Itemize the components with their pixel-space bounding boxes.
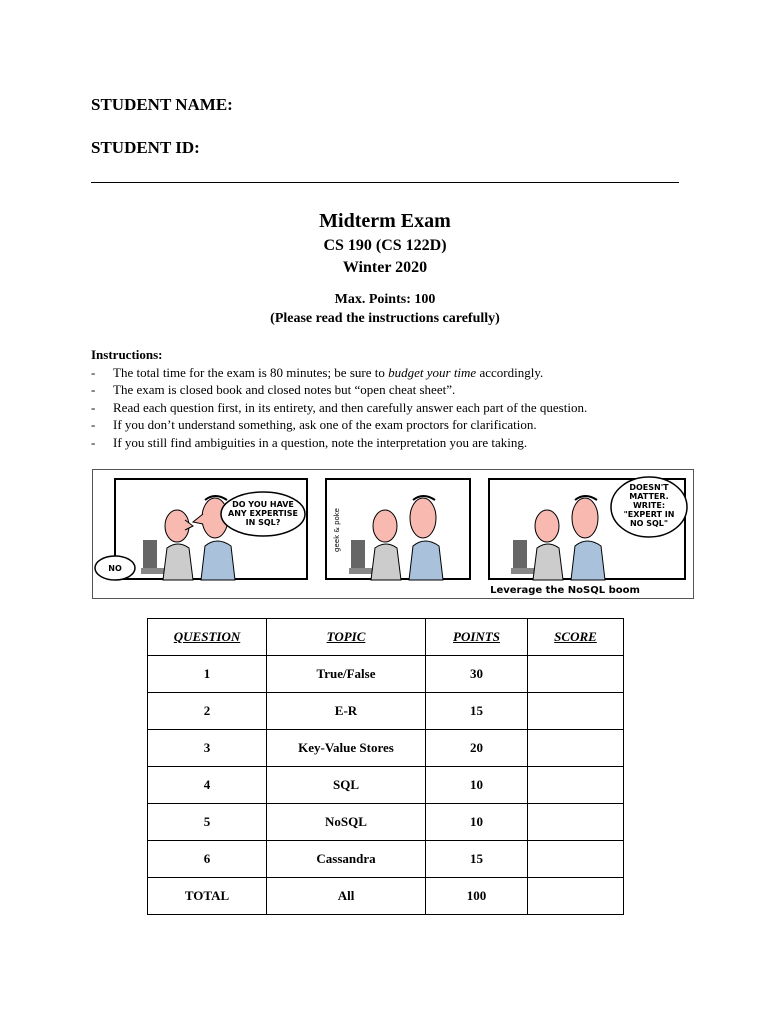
panel1-reply: NO — [108, 564, 122, 573]
panel1-bubble-line2: ANY EXPERTISE — [228, 509, 298, 518]
comic-credit: geek & poke — [333, 508, 341, 552]
table-row — [148, 804, 624, 841]
cell-points: 100 — [426, 878, 528, 915]
cell-question: 5 — [148, 804, 267, 841]
instruction-text: If you still find ambiguities in a question, note the interpretation you are taking. — [113, 435, 528, 450]
panel3-bubble-line3: WRITE: — [632, 501, 666, 510]
cell-topic: True/False — [267, 656, 426, 693]
cell-score[interactable] — [528, 730, 624, 767]
cell-question: 4 — [148, 767, 267, 804]
bullet-dash: - — [91, 435, 96, 450]
bullet-dash: - — [91, 417, 96, 432]
panel3-bubble-line4: "EXPERT IN — [623, 510, 675, 519]
table-row — [148, 767, 624, 804]
exam-title: Midterm Exam — [319, 210, 451, 232]
cell-score[interactable] — [528, 767, 624, 804]
panel3-bubble-line1: DOESN'T — [629, 483, 669, 492]
course-code: CS 190 (CS 122D) — [323, 237, 447, 254]
instruction-text-end: accordingly. — [476, 365, 544, 380]
cell-topic: NoSQL — [267, 804, 426, 841]
instruction-item — [91, 382, 455, 398]
cell-points: 10 — [426, 767, 528, 804]
student-name-label: STUDENT NAME: — [91, 95, 233, 114]
table-row — [148, 841, 624, 878]
cell-points: 15 — [426, 841, 528, 878]
header-divider — [91, 182, 679, 183]
cell-score[interactable] — [528, 841, 624, 878]
comic-panel-2 — [326, 479, 470, 580]
cell-score[interactable] — [528, 656, 624, 693]
cell-points: 30 — [426, 656, 528, 693]
comic-strip — [92, 469, 694, 599]
score-table — [147, 618, 624, 915]
panel3-bubble-line5: NO SQL" — [629, 519, 669, 528]
bullet-dash: - — [91, 365, 96, 380]
panel1-bubble-line3: IN SQL? — [245, 518, 281, 527]
instruction-item — [91, 435, 527, 451]
instruction-text: The total time for the exam is 80 minutes; be sure to — [113, 365, 389, 380]
cell-score[interactable] — [528, 878, 624, 915]
max-points: Max. Points: 100 — [334, 292, 436, 307]
instruction-emphasis: budget your time — [388, 365, 477, 380]
panel1-bubble-line1: DO YOU HAVE — [232, 500, 294, 509]
instruction-item — [91, 400, 587, 416]
header-question: QUESTION — [148, 619, 267, 656]
header-score: SCORE — [528, 619, 624, 656]
exam-term: Winter 2020 — [342, 259, 428, 276]
table-row — [148, 693, 624, 730]
comic-caption: Leverage the NoSQL boom — [490, 585, 640, 596]
cell-score[interactable] — [528, 693, 624, 730]
student-id-label: STUDENT ID: — [91, 138, 200, 157]
header-points: POINTS — [426, 619, 528, 656]
instruction-text: The exam is closed book and closed notes but “open cheat sheet”. — [113, 382, 456, 397]
instructions-heading: Instructions: — [91, 347, 163, 362]
comic-panel-1 — [95, 479, 307, 580]
cell-topic: Cassandra — [267, 841, 426, 878]
instruction-item — [91, 365, 543, 381]
read-instructions-note: (Please read the instructions carefully) — [270, 311, 500, 326]
comic-panel-3 — [489, 477, 687, 580]
table-row — [148, 656, 624, 693]
cell-points: 20 — [426, 730, 528, 767]
cell-topic: SQL — [267, 767, 426, 804]
cell-question: 2 — [148, 693, 267, 730]
bullet-dash: - — [91, 400, 96, 415]
panel3-bubble-line2: MATTER. — [629, 492, 669, 501]
cell-question: 3 — [148, 730, 267, 767]
bullet-dash: - — [91, 382, 96, 397]
cell-topic: All — [267, 878, 426, 915]
cell-points: 15 — [426, 693, 528, 730]
cell-question: TOTAL — [148, 878, 267, 915]
cell-question: 1 — [148, 656, 267, 693]
table-header-row — [148, 619, 624, 656]
table-row — [148, 730, 624, 767]
cell-question: 6 — [148, 841, 267, 878]
cell-topic: Key-Value Stores — [267, 730, 426, 767]
cell-score[interactable] — [528, 804, 624, 841]
cell-topic: E-R — [267, 693, 426, 730]
instruction-item — [91, 417, 537, 433]
header-topic: TOPIC — [267, 619, 426, 656]
table-total-row — [148, 878, 624, 915]
cell-points: 10 — [426, 804, 528, 841]
instruction-text: Read each question first, in its entirety, and then carefully answer each part of the question. — [113, 400, 588, 415]
instruction-text: If you don’t understand something, ask one of the exam proctors for clarification. — [113, 417, 537, 432]
